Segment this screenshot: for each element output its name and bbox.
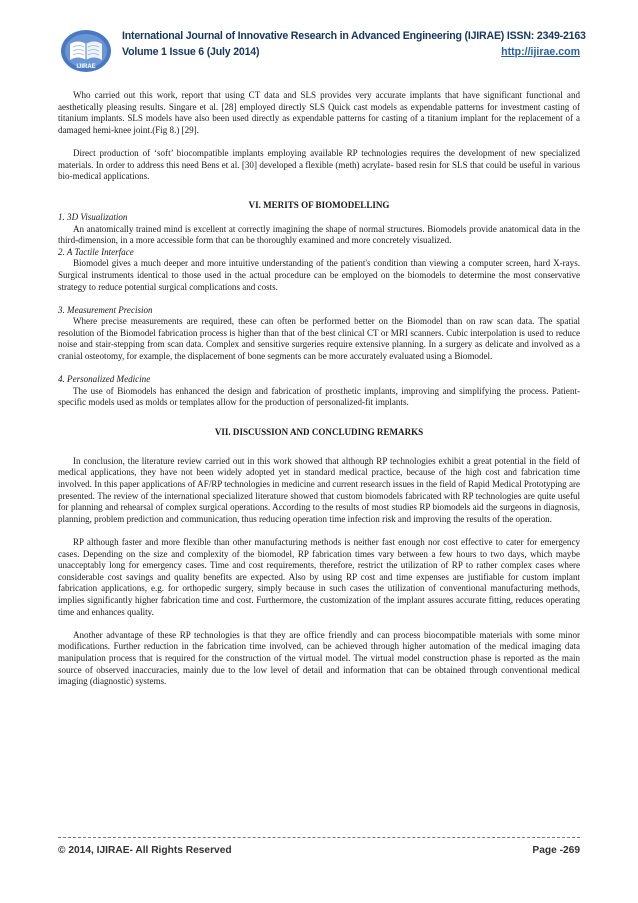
subsection-heading: 2. A Tactile Interface: [58, 246, 134, 257]
open-book-logo-icon: [60, 28, 112, 74]
subsection-heading: 4. Personalized Medicine: [58, 374, 151, 385]
paragraph: Who carried out this work, report that using CT data and SLS provides very accurate implants that have significant functional and aesthetically pleasing results. Singare et al. [28] employed directly SLS Quick cast models as expendable patterns for investment casting of titanium implants. SLS models have also been used directly as expendable patterns for casting of a titanium implant for the replacement of a damaged hemi-knee joint.(Fig 8.) [29].: [58, 90, 580, 135]
paragraph: RP although faster and more flexible than other manufacturing methods is neither fast enough nor cost effective to cater for emergency cases. Depending on the size and complexity of the biomodel, RP fabrication times vary between a few hours to two days, which maybe unacceptably long for emergency cases. Time and cost requirements, therefore, restrict the utilization of RP to rather complex cases where considerable cost savings and quality benefits are expected. Also by using RP cost and time expenses are justifiable for custom implant fabrication applications, e.g. for orthopedic surgery, simply because in such cases the utilization of conventional manufacturing methods, implies significantly higher fabrication time and cost. Furthermore, the customization of the implant assures accurate fitting, reduces operating time and enhances quality.: [58, 536, 580, 617]
footer-divider: [58, 837, 580, 838]
paragraph: In conclusion, the literature review carried out in this work showed that although RP technologies exhibit a great potential in the field of medical applications, they have not been widely adopted yet in standard medical practice, because of the high cost and fabrication time involved. In this paper applications of AF/RP technologies in medicine and current research issues in the field of Rapid Medical Prototyping are presented. The review of the international specialized literature showed that custom biomodels fabricated with RP technologies are quite useful for planning and rehearsal of complex surgical operations. According to the results of most studies RP biomodels aid the surgeons in diagnosis, planning, problem prediction and communication, thus reducing operation time infection risk and improving the results of the operation.: [58, 455, 580, 524]
paragraph: Direct production of ‘soft’ biocompatible implants employing available RP technologies requires the development of new specialized materials. In order to address this need Bens et al. [30] developed a flexible (meth) acrylate- based resin for SLS that could be useful in various bio-medical applications.: [58, 147, 580, 182]
journal-title: International Journal of Innovative Research in Advanced Engineering (IJIRAE) ISSN: 2349-2163: [122, 30, 586, 42]
page-number: Page -269: [532, 845, 580, 856]
paragraph: The use of Biomodels has enhanced the design and fabrication of prosthetic implants, improving and simplifying the process. Patient-specific models used as molds or templates allow for the production of personalized-fit implants.: [58, 385, 580, 408]
subsection-heading: 1. 3D Visualization: [58, 211, 128, 222]
journal-url-link[interactable]: http://ijirae.com: [501, 46, 580, 58]
copyright-notice: © 2014, IJIRAE- All Rights Reserved: [58, 845, 232, 856]
section-heading: VII. DISCUSSION AND CONCLUDING REMARKS: [214, 426, 424, 437]
section-heading: VI. MERITS OF BIOMODELLING: [248, 200, 390, 211]
volume-issue: Volume 1 Issue 6 (July 2014): [122, 46, 260, 58]
paragraph: Where precise measurements are required, these can often be performed better on the Biomodel than on raw scan data. The spatial resolution of the Biomodel fabrication process is higher than that of the best clinical CT or MRI scanners. Cubic interpolation is used to reduce noise and stair-stepping from scan data. Complex and sensitive surgeries require extensive planning. In a surgery as delicate and involved as a cranial osteotomy, for example, the displacement of bone segments can be more accurately evaluated using a Biomodel.: [58, 316, 580, 362]
logo-text: IJIRAE: [76, 64, 96, 70]
paragraph: An anatomically trained mind is excellent at correctly imagining the shape of normal structures. Biomodels provide anatomical data in the third-dimension, in a more accessible form that can be thoroughly examined and more concretely visualized.: [58, 223, 580, 246]
article-body: [58, 90, 580, 688]
paragraph: Biomodel gives a much deeper and more intuitive understanding of the patient's condition than viewing a computer screen, hard X-rays. Surgical instruments identical to those used in the actual procedure can be employed on the biomodels to determine the most conservative strategy to reduce potential surgical complications and costs.: [58, 258, 580, 292]
subsection-heading: 3. Measurement Precision: [58, 304, 153, 315]
paragraph: Another advantage of these RP technologies is that they are office friendly and can process biocompatible materials with some minor modifications. Further reduction in the fabrication time involved, can be achieved through higher automation of the medical imaging data manipulation process that is required for the construction of the virtual model. The virtual model construction phase is reported as the main source of observed inaccuracies, mainly due to the low level of detail and information that can be obtained through conventional medical imaging (diagnostic) systems.: [58, 629, 580, 687]
page-header: [58, 26, 586, 78]
